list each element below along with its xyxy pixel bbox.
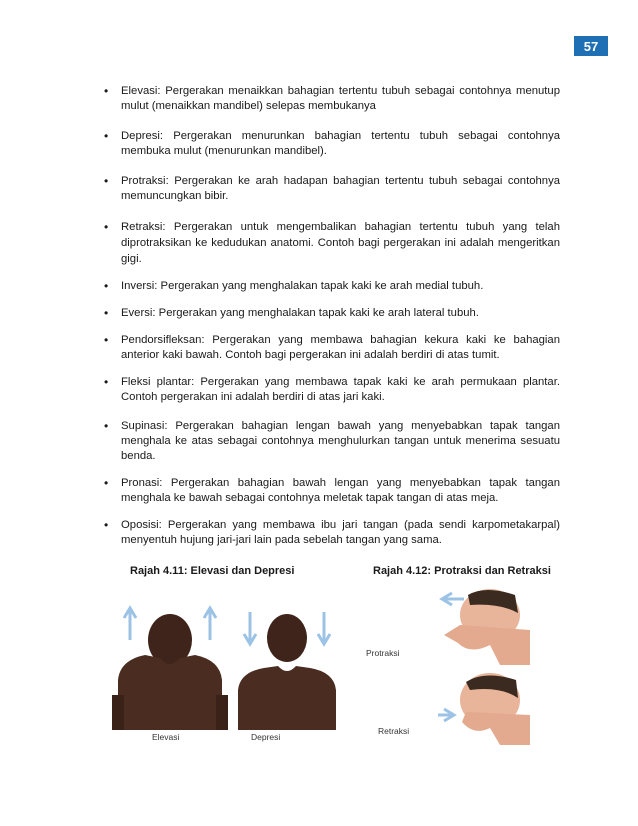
movement-definitions-list xyxy=(94,84,560,548)
bullet-fleksi-plantar: • Fleksi plantar: Pergerakan yang membawa tapak kaki ke arah permukaan plantar. Contoh pergerakan ini adalah berdiri di atas jari kaki. xyxy=(94,375,560,405)
retraksi-photo xyxy=(430,670,530,745)
retraksi-label: Retraksi xyxy=(378,726,410,736)
bullet-eversi: • Eversi: Pergerakan yang menghalakan tapak kaki ke arah lateral tubuh. xyxy=(94,306,560,321)
depresi-label: Depresi xyxy=(251,732,281,742)
protraksi-label: Protraksi xyxy=(366,648,400,658)
down-arrow-icon xyxy=(318,612,330,644)
depresi-photo xyxy=(232,600,342,730)
page-number-badge: 57 xyxy=(574,36,608,56)
bullet-pendorsifleksan: • Pendorsifleksan: Pergerakan yang membawa bahagian kekura kaki ke bahagian anterior kaki bawah. Contoh bagi pergerakan ini adalah berdiri di atas tumit. xyxy=(94,333,560,363)
bullet-oposisi: • Oposisi: Pergerakan yang membawa ibu jari tangan (pada sendi karpometakarpal) menyentuh hujung jari-jari lain pada sebelah tangan yang sama. xyxy=(94,518,560,548)
bullet-inversi: • Inversi: Pergerakan yang menghalakan tapak kaki ke arah medial tubuh. xyxy=(94,279,560,294)
up-arrow-icon xyxy=(124,608,136,640)
elevasi-label: Elevasi xyxy=(152,732,180,742)
figure-4-11-caption: Rajah 4.11: Elevasi dan Depresi xyxy=(130,565,295,577)
up-arrow-icon xyxy=(204,608,216,640)
bullet-pronasi: • Pronasi: Pergerakan bahagian bawah lengan yang menyebabkan tapak tangan menghala ke bawah sebagai contohnya meletak tapak tangan di atas meja. xyxy=(94,476,560,506)
protraksi-photo xyxy=(430,585,530,665)
down-arrow-icon xyxy=(244,612,256,644)
bullet-protraksi: • Protraksi: Pergerakan ke arah hadapan bahagian tertentu tubuh sebagai contohnya memuncungkan bibir. xyxy=(94,174,560,204)
bullet-retraksi: • Retraksi: Pergerakan untuk mengembalikan bahagian tertentu tubuh yang telah diprotraksikan ke kedudukan anatomi. Contoh bagi pergerakan ini adalah mengeritkan gigi. xyxy=(94,219,560,267)
bullet-depresi: • Depresi: Pergerakan menurunkan bahagian tertentu tubuh sebagai contohnya membuka mulut (menurunkan mandibel). xyxy=(94,129,560,159)
left-arrow-icon xyxy=(442,593,464,605)
bullet-supinasi: • Supinasi: Pergerakan bahagian lengan bawah yang menyebabkan tapak tangan menghala ke atas sebagai contohnya menghulurkan tangan untuk menerima sesuatu benda. xyxy=(94,419,560,464)
elevasi-photo xyxy=(110,600,230,730)
bullet-elevasi: • Elevasi: Pergerakan menaikkan bahagian tertentu tubuh sebagai contohnya menutup mulut (menaikkan mandibel) selepas membukanya xyxy=(94,84,560,114)
figure-4-12-caption: Rajah 4.12: Protraksi dan Retraksi xyxy=(373,565,551,577)
right-arrow-icon xyxy=(438,709,454,721)
